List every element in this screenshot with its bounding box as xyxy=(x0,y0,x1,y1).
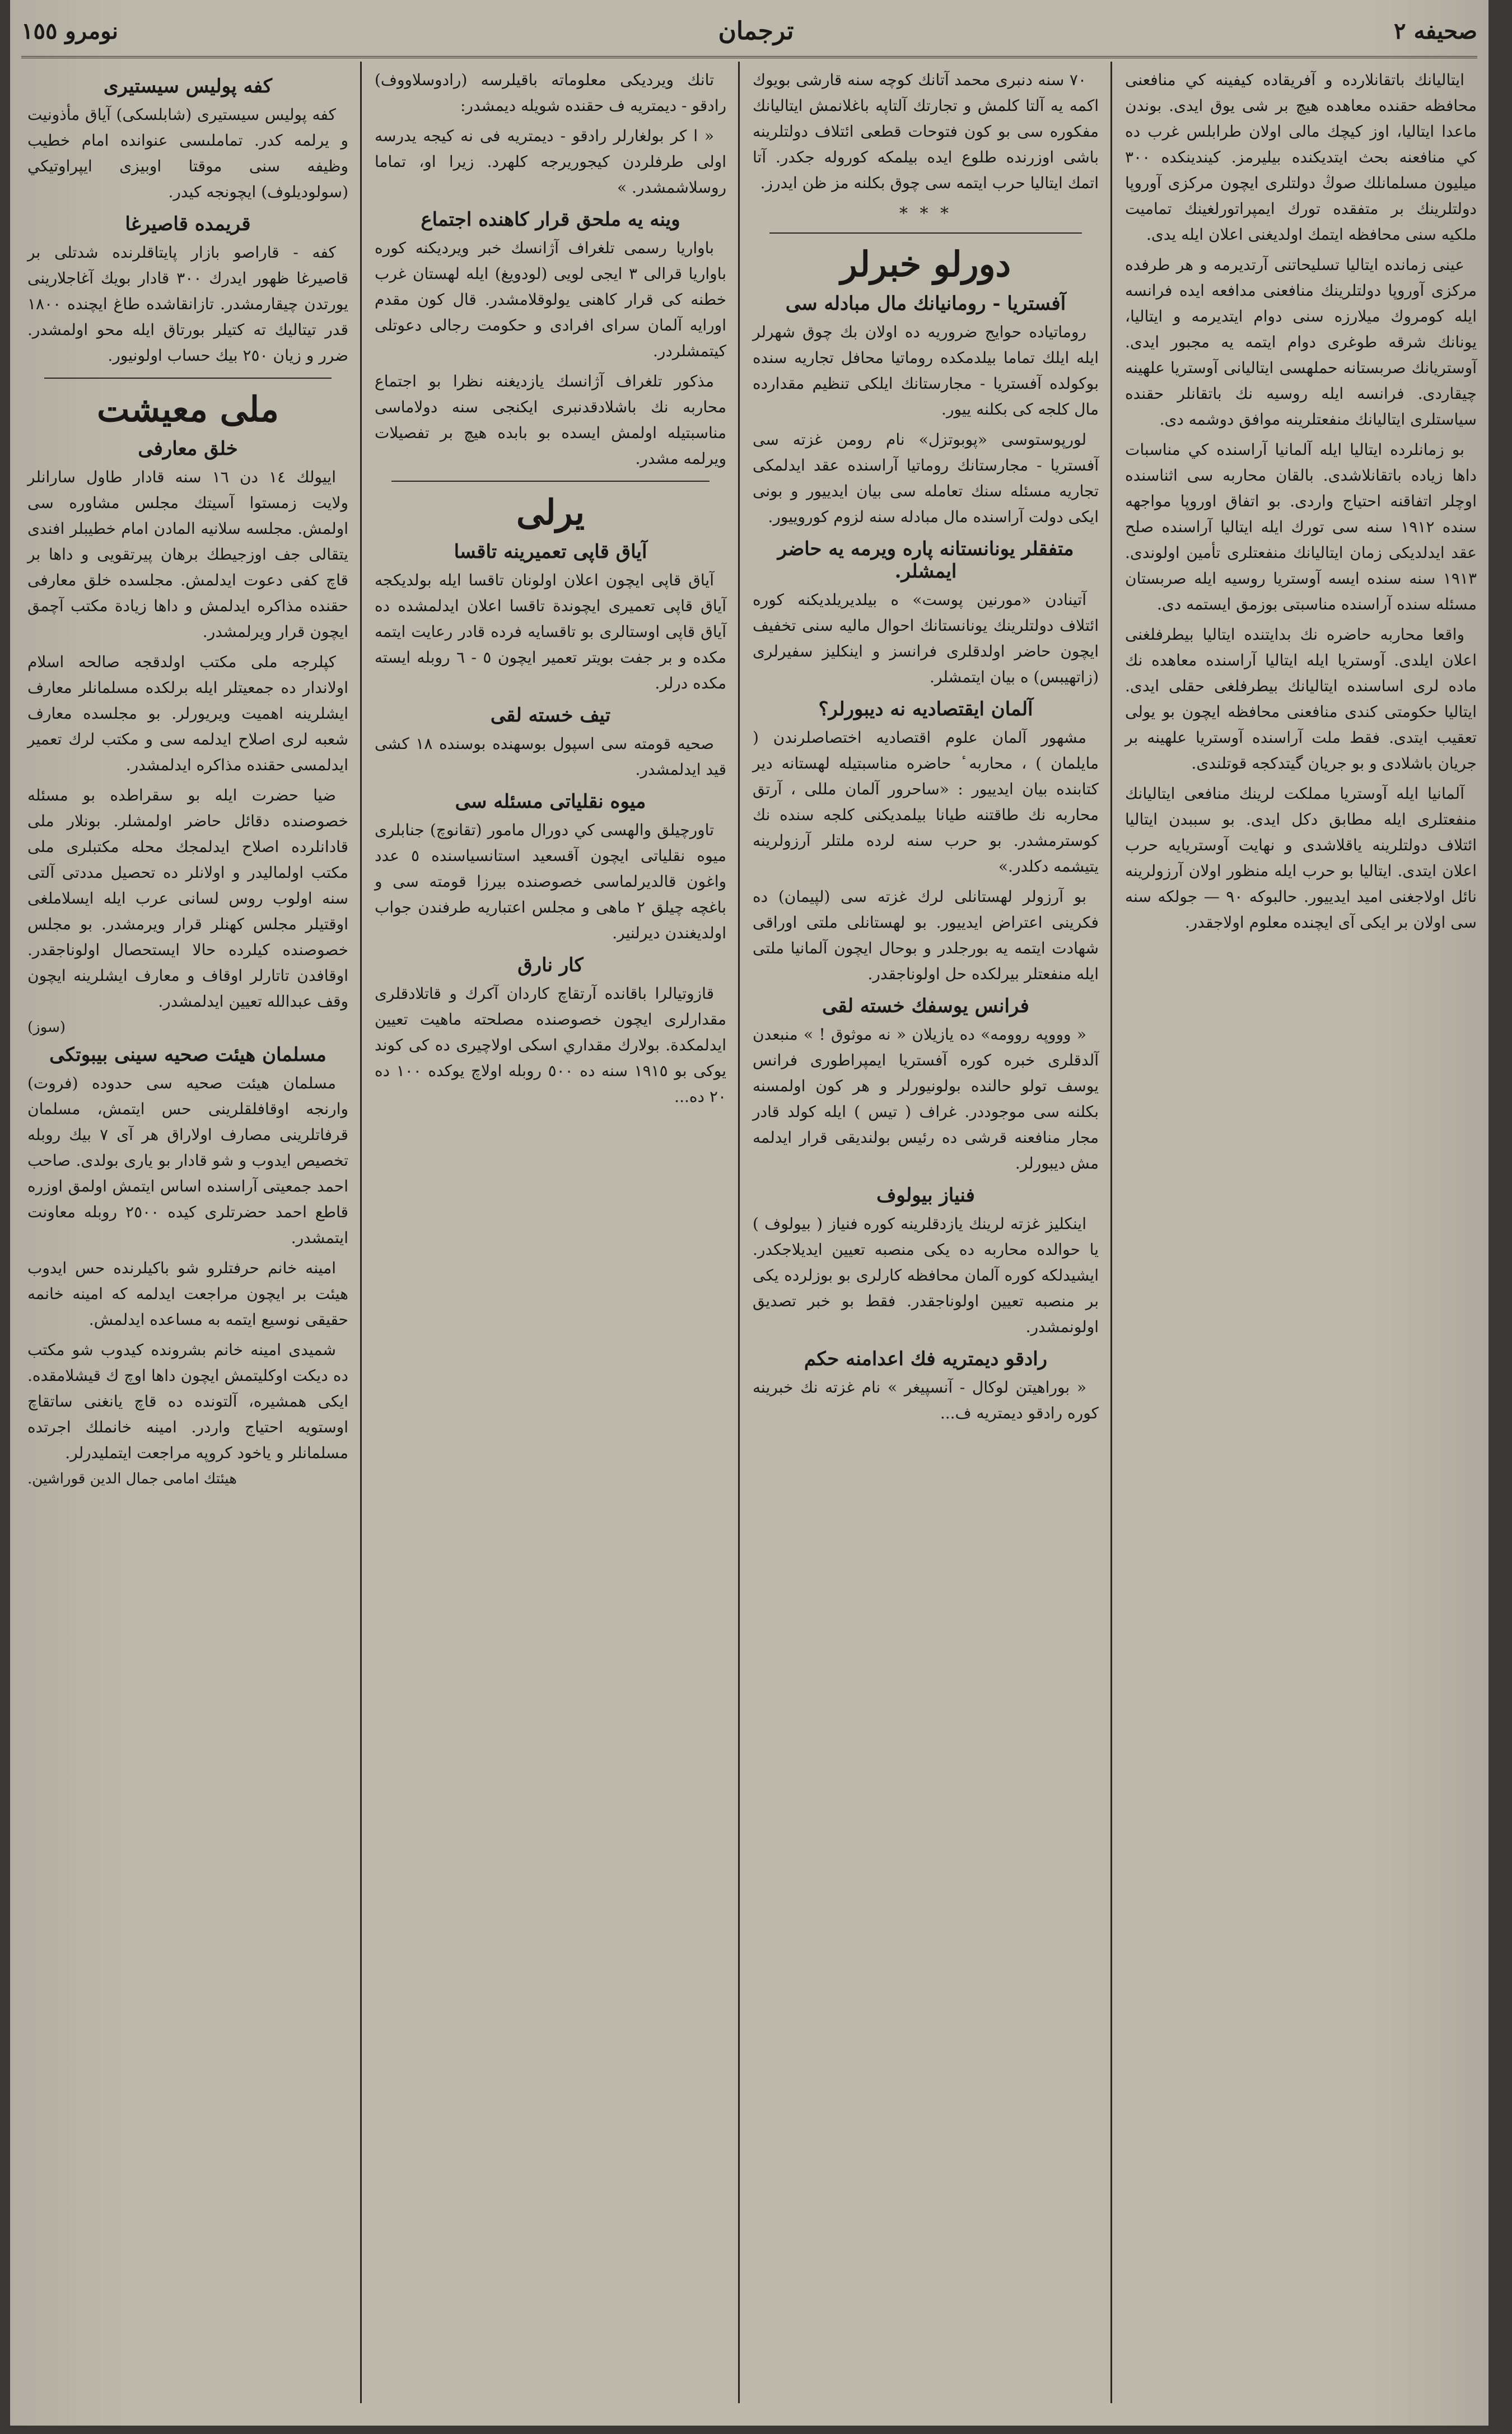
article-heading: كفه پوليس سيستيرى xyxy=(103,75,273,97)
article-paragraph: « وووپه روومه» ده يازيلان « نه موثوق ! » منبعدن آلدقلرى خبره كوره آفستريا ايمپراطورى فرانس يوسف تولو حالنده بولونيورلر و هر كون اولمسنه بكلنه سى موجوددر. غراف ( تيس ) ايله كولد قادر مجار منافعنه قرشى ده رئيس بولنديقى قرار ايدلمه مش ديبورلر. xyxy=(753,1025,1099,1172)
article-paragraph: مشهور آلمان علوم اقتصاديه اختصاصلرندن ( مايلمان ) ، محاربه ٔ حاضره مناسبتيله لهستانه دير كتابنده بيان ايدييور : «ساحرور آلمان مللى ، آرتق محاربه نك طاقتنه طيانا بيلمديكنى كلجه سنده نك كوسترمشدر. بو حرب سنه لرده ملتلر آرزولرينه يتيشمه دكلدر.» xyxy=(753,728,1099,876)
signature: (سوز) xyxy=(27,1019,66,1036)
article-paragraph: قازوتيالرا باقانده آرتقاچ كاردان آكرك و قاتلادقلرى مقدارلرى ايچون خصوصنده مصلحته ماهيت تعيين ايدلمكدة. بولارك مقداري اسكى اولاچيرى ده كى كوند يوكى بو ١٩١٥ سنه ده ٥٠٠ روبله اولاچ يوكده ١٠٠ ده ٢٠ ده... xyxy=(375,984,726,1106)
article-paragraph: آلمانيا ايله آوستريا مملكت لرينك منافعى ايتاليانك منفعتلرى ايله مطابق دكل ايدى. بو سببدن ايتاليا ائتلاف دولتلرينه ياقلاشدى و نهايت آوستريايه حرب اعلان ايتدى. ايتاليا بو حرب ايله منظور اولان آرزولرينه نائل اولاجغنى اميد ايدييور. حالبوكه ٩٠ — جولكه سنه سى اولان بر ايكى آى ايچنده معلوم اولاجقدر. xyxy=(1125,784,1477,932)
article-paragraph: واقعا محاربه حاضره نك بدايتنده ايتاليا بيطرفلغنى اعلان ايلدى. آوستريا ايله ايتاليا آراسنده معاهده نك ماده لرى اساسنده ايتاليانك بيطرفلغى حقلى ايدى. ايتاليا حكومتى كندى منافعنى محافظه ايچون بو يولى تعقيب ايتدى. فقط ملت آراسنده آوستريا علهينه بر جريان باشلادى و بو جريان گيتدكجه قوتلندى. xyxy=(1125,625,1477,772)
article-heading: آلمان ايقتصاديه نه ديبورلر؟ xyxy=(818,698,1033,720)
article-paragraph: آياق قاپى ايچون اعلان اولونان تاقسا ايله بولديكجه آياق قاپى تعميرى ايچوندة تاقسا اعلان ايدلمشده ده آياق قاپى اوستالرى بو تاقسايه فرده قادر رعايت ايتمه مكده و بر جفت بويتر تعمير ايچون ٥ - ٦ روبله ايسته مكده درلر. xyxy=(375,571,727,692)
article-paragraph: امينه خانم حرفتلرو شو باكيلرنده حس ايدوب هيئت بر ايچون مراجعت ايدلمه كه امينه خانمه حقيقى نوسيع ايتمه به مساعده ايدلمش. xyxy=(27,1259,348,1329)
article-heading: رادقو ديمتريه فك اعدامنه حكم xyxy=(804,1348,1048,1370)
article-heading: فنياز بيولوف xyxy=(876,1184,975,1207)
article-paragraph: عينى زمانده ايتاليا تسليحاتنى آرتديرمه و هر طرفده مركزى آوروپا دولتلرينك منافعنى مدافعه ايده فرانسه ايله كومروك ميلارزه سنى دوام ايتديرمه و ايتاليا، يونانك شرقه طوغرى دوام ايتمه يه مجبور ايدى. آوستريانك صربستانه حملهسى ايتاليانى آوستريا علهينه چيقاردى. فرانسه ايله روسيه نك باتقانلر حقنده سياستلرى ايتاليانك منفعتلرينه موافق دوشمه دى. xyxy=(1125,255,1477,429)
article-paragraph: بو زمانلرده ايتاليا ايله آلمانيا آراسنده كي مناسبات داها زياده باتقانلاشدى. بالقان محاربه سى اثناسنده اوچلر اتفاقنه احتياج واردى. بو اتفاق اوروپا مواجهه سنده ١٩١٢ سنه سى تورك ايله ايتاليا آراسنده صلح عقد ايدلديكى زمان ايتاليانك منفعتلرى تأمين اولوندى. ١٩١٣ سنه سنده ايسه آوستريا روسيه ايله صربستان مسئله سنده آراسنده مناسبتى بوزمق ايستمه دى. xyxy=(1125,440,1477,613)
column-4 xyxy=(18,62,357,2409)
article-paragraph: « بوراهيتن لوكال - آنسپيغر » نام غزته نك خبرينه كوره رادقو ديمتريه ف... xyxy=(753,1378,1099,1422)
article-paragraph: مذكور تلغراف آژانسك يازديغنه نظرا بو اجتماع محاربه نك باشلادقدنبرى ايكنجى سنه دولاماسى مناسبتيله اولمش ايسده بو بابده هيچ بر تفصيلات ويرلمه مشدر. xyxy=(375,372,726,468)
divider xyxy=(769,232,1082,234)
article-heading: قريمده قاصيرغا xyxy=(125,213,251,235)
article-paragraph: اينكليز غزته لرينك يازدقلرينه كوره فنياز ( بيولوف ) يا حوالده محاربه ده يكى منصبه تعيين ايديلاجكدر. ايشيدلكه كوره آلمان محافظه كارلرى بو بوزلرده يكى بر منصبه تعيين اولوناجقدر. فقط بو خبر تصديق اولونمشدر. xyxy=(753,1214,1099,1336)
article-paragraph: اييولك ١٤ دن ١٦ سنه قادار طاول سارانلر ولايت زمستوا آسيتك مجلس مشاوره سى اولمش. مجلسه سلانيه المادن امام خطيبلر افندى يتقالى جف اوزجيطك برهان پيرتقويى و داها بر قاچ كفى دعوت ايدلمش. مجلسده خلق معارفى حقنده مذاكره ايدلمش و داها زيادة مكتب آچمق ايچون قرار ويرلمشدر. xyxy=(27,468,348,641)
article-heading: مسلمان هيئت صحيه سينى بيبوتكى xyxy=(49,1044,326,1066)
page-number: صحيفه ٢ xyxy=(1394,17,1477,44)
article-heading: فرانس يوسفك خسته لقى xyxy=(822,995,1029,1017)
article-heading: ميوه نقلياتى مسئله سى xyxy=(455,790,646,813)
article-paragraph: آتينادن «مورنين پوست» ه بيلديريلديكنه كوره ائتلاف دولتلرينك يونانستانك احوال ماليه سنى تخفيف ايچون حاضر اولدقلرى فرانسز و اينكليز سفيرلرى (زاتهيبس) ه بيان ايتمشلر. xyxy=(753,590,1099,686)
divider xyxy=(391,481,710,482)
article-heading: متفقلر يونانستانه پاره ويرمه يه حاضر ايمشلر. xyxy=(777,538,1074,583)
article-paragraph: روماتياده حوايج ضروريه ده اولان بك چوق شهرلر ايله ايلك تماما بيلدمكده روماتيا محافل تجاريه سنده بوكولده آفستريا - مجارستانك ايلكى تنظيم مقدارده مال كلجه كى بكلنه ييور. xyxy=(753,323,1099,418)
article-paragraph: مسلمان هيئت صحيه سى حدوده (فروت) وارنجه اوقافلقلرينى حس ايتمش، مسلمان قرفاتلرينى مصارف اولاراق هر آى ٧ بيك روبله تخصيص ايدوب و شو قادار بو يارى بولدى. صاحب احمد جمعيتى آراسنده اساس ايتمش اولمق اوزره قاطع احمد حضرتلرى كيده ٢٥٠٠ روبله معاونت ايتمشدر. xyxy=(27,1074,348,1247)
signature: هيئتك امامى جمال الدين قوراشين. xyxy=(27,1470,237,1487)
article-heading: تيف خسته لقى xyxy=(490,704,611,727)
section-heading: دورلو خبرلر xyxy=(840,244,1011,285)
masthead xyxy=(21,6,1477,58)
article-paragraph: باواريا رسمى تلغراف آژانسك خبر ويرديكنه كوره باواريا قرالى ٣ ايجى لويى (لودويغ) ايله لهستان غرب خطنه كى قرار كاهنى يولوقلامشدر. قال كون مقدم اورايه آلمان سراى افرادى و حكومت رجالى دعوتلى كيتمشلردر. xyxy=(375,239,726,360)
article-paragraph: تاورچيلق والهسى كي دورال مامور (تقانوچ) جنابلرى ميوه نقلياتى ايچون آقسعيد استانسياسنده ٥ عدد واغون قالديرلماسى خصوصنده بيرزا قومته سى و باغچه چيلق ٢ ماهى و مجلس اعتباريه طرفندن جواب اولديغندن ديرلنير. xyxy=(375,821,727,942)
newspaper-title: ترجمان xyxy=(718,16,794,45)
article-paragraph: ضيا حضرت ايله بو سقراطده بو مسئله خصوصنده دقائل حاضر اولمشلر. بونلار ملى قادانلرده اصلاح ايدلمجك محله مكتبلرى ملى مكتب اولماليدر و اولانلر ده تحصيل مددتى آلتى سنه اولوب روس لسانى عرب ايله ايسلاملغى اوقتيلر مجلس كهنلر قرار ويرمشدر. بو مجلس خصوصنده كيلرده حالا ايستحصال اولوناجقدر. اوقافدن تاتارلر اوقاف و معارف ايشلرينه ايچون وقف عبدالله تعيين ايدلمشدر. xyxy=(27,786,348,1011)
article-paragraph: كفه پوليس سيستيرى (شابلسكى) آياق مأذونيت و يرلمه كدر. تماملىسى عنوانده امام خطيب وظيفه سنى موقتا اوبيزى ايپراوتيكي (سولوديلوف) ايچونجه كيدر. xyxy=(27,105,348,201)
article-paragraph: بو آرزولر لهستانلى لرك غزته سى (لپيمان) ده فكرينى اعتراض ايدييور. بو لهستانلى ملتى اوراقى شهادت ايتمه يه بورجلدر و بوحال ايچون آلمانيا ملتى ايله منفعتلر بيرلكده حل اولوناجقدر. xyxy=(753,887,1099,983)
article-heading: كار نارق xyxy=(517,954,584,976)
article-paragraph: كفه - قاراصو بازار پايتاقلرنده شدتلى بر قاصيرغا ظهور ايدرك ٣٠٠ قادار بويك آغاجلارينى يورتدن چيقارمشدر. تازانقاشده طاغ ايچنده ١٨٠٠ قدر تيتاليك ته كتيلر بورتاق ايله محو اولمشدر. ضرر و زيان ٢٥٠ بيك حساب اولونيور. xyxy=(27,243,348,365)
column-rule xyxy=(360,62,362,2403)
column-rule xyxy=(738,62,740,2403)
column-1 xyxy=(1116,62,1486,2409)
article-paragraph: شميدى امينه خانم بشرونده كيدوب شو مكتب ده ديكت اوكليتمش ايچون داها اوچ ك قيشلامقده. ايكى همشيره، آلتونده ده قاچ يانغنى ساتقاچ اوستويه احتياج واردر. امينه خانملك اجرتده مسلمانلر و ياخود كروپه مراجعت ايتمليدرلر. xyxy=(27,1341,348,1462)
column-rule xyxy=(1110,62,1112,2403)
article-paragraph: ايتاليانك باتقانلارده و آفريقاده كيفينه كي منافعنى محافظه حقنده معاهده هيچ بر شى يوق ايدى. بوندن ماعدا ايتاليا، اوز كيچك مالى اولان طرابلس غرب ده كي منافعنه بحث ايتديكنده بيليرمز. كيندينكده ٣٠٠ ميليون مسلمانلك صوڭ دولتلرى ايچون مركزى آوروپا دولتلرينك بر متفقده تورك ايمپراتورلغينك تماميت ملكيه سنى محافظه ايتمك اولديغنى اعلان ايله يدى. xyxy=(1125,71,1477,244)
section-heading: ملى معيشت xyxy=(96,389,279,430)
article-heading: خلق معارفى xyxy=(138,438,238,460)
separator: * * * xyxy=(899,204,953,224)
article-heading: آفستريا - رومانيانك مال مبادله سى xyxy=(785,292,1066,315)
article-paragraph: ٧٠ سنه دنبرى محمد آتانك كوچه سنه قارشى بويوك اكمه يه آلتا كلمش و تجارتك آلتاپه باغلانمش ايتاليانك مفكوره سى بو كون فتوحات قطعى ائتلاف دولتلرينه باشى اوزرنده طلوع ايده بيلمكه كوروله جكدر. آتا اتمك ايتاليا حرب ايتمه سى چوق بكلنه مز ظن ايدرز. xyxy=(753,71,1099,192)
divider xyxy=(44,378,332,379)
article-paragraph: كپلرجه ملى مكتب اولدقجه صالحه اسلام اولاندار ده جمعيتلر ايله برلكده مسلمانلر معارف ايشلرينه اهميت ويريورلر. بو مجلسده معارف شعبه لرى اصلاح ايدلمه سى و مكتب لرك تعمير ايدلمسى حقنده مذاكره ايدلمشدر. xyxy=(27,653,348,774)
article-paragraph: « ا كر بولغارلر رادقو - ديمتريه فى نه كيجه يدرسه اولى طرفلردن كيجوريرجه كلهرد. زيرا او، تماما روسلاشمشدر. » xyxy=(375,127,726,197)
article-heading: آياق قاپى تعميرينه تاقسا xyxy=(454,541,647,563)
article-paragraph: لورپوستوسى «پوبوتزل» نام رومن غزته سى آفستريا - مجارستانك روماتيا آراسنده عقد ايدلمكى تجاريه مسئله سنك تعامله سى بيان ايدييور و بونى ايكى دولت آراسنده مال مبادله سنه لزوم كوروييور. xyxy=(753,430,1099,526)
column-3 xyxy=(366,62,735,2409)
issue-number: نومرو ١٥٥ xyxy=(21,17,118,44)
article-paragraph: تانك ويرديكى معلوماته باقيلرسه (رادوسلاووف) رادقو - ديمتريه ف حقنده شويله ديمشدر: xyxy=(375,71,726,115)
column-2 xyxy=(744,62,1108,2409)
article-heading: وينه يه ملحق قرار كاهنده اجتماع xyxy=(421,208,680,231)
article-paragraph: صحيه قومته سى اسپول بوسهنده بوسنده ١٨ كشى قيد ايدلمشدر. xyxy=(375,734,726,779)
section-heading: يرلى xyxy=(516,492,585,533)
newspaper-page xyxy=(10,0,1488,2426)
